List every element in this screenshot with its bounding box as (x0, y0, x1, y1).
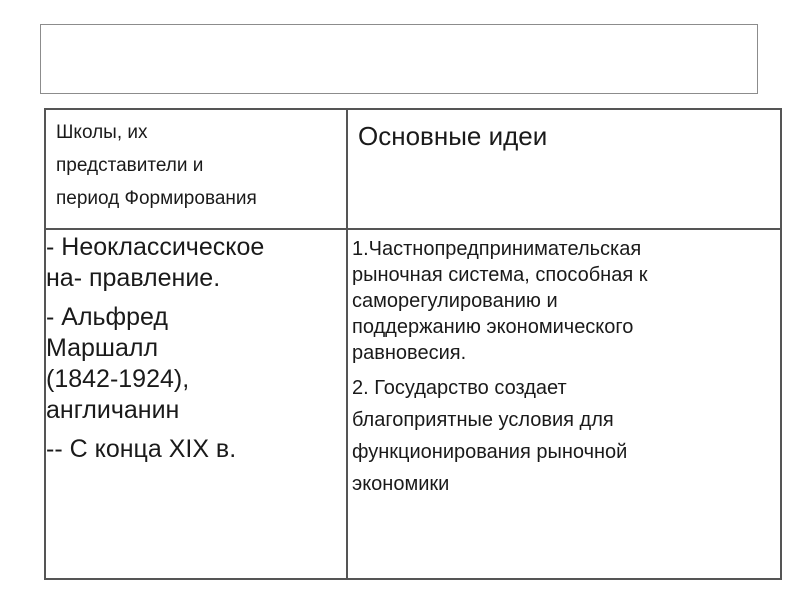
idea-line: равновесия. (352, 342, 467, 364)
header-line: представители и (56, 155, 204, 176)
column-divider (346, 110, 348, 578)
row-divider (46, 228, 780, 230)
idea-line: функционирования рыночной (352, 441, 628, 463)
header-schools-cell (56, 116, 342, 215)
school-line: -- С конца XIX в. (46, 435, 237, 463)
idea-line: рыночная система, способная к (352, 264, 648, 286)
slide-title-box (40, 24, 758, 94)
school-line: Маршалл (46, 334, 159, 362)
school-line: на- правление. (46, 264, 221, 292)
idea-line: 2. Государство создает (352, 377, 567, 399)
school-line: - Альфред (46, 303, 168, 331)
idea-line: 1.Частнопредпринимательская (352, 238, 642, 260)
idea-line: поддержанию экономического (352, 316, 634, 338)
ideas-cell (352, 236, 776, 500)
header-ideas-label: Основные идеи (358, 121, 548, 151)
header-line: период Формирования (56, 188, 257, 209)
school-line: - Неоклассическое (46, 233, 265, 261)
school-line: (1842-1924), (46, 365, 190, 393)
school-cell (46, 232, 344, 465)
idea-line: саморегулированию и (352, 290, 558, 312)
idea-line: благоприятные условия для (352, 409, 614, 431)
header-line: Школы, их (56, 122, 148, 143)
idea-line: экономики (352, 473, 450, 495)
school-line: англичанин (46, 396, 180, 424)
schools-table (44, 108, 782, 580)
header-ideas-cell (358, 120, 768, 152)
